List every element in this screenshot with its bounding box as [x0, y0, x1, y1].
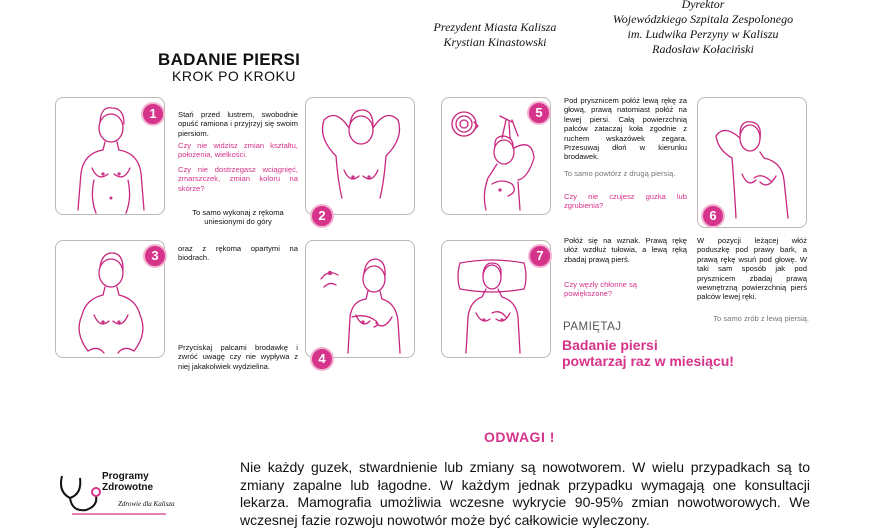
- step-4-illustration: [306, 241, 416, 359]
- step-6-badge: 6: [701, 204, 725, 228]
- step-7-question: Czy węzły chłonne są powiększone?: [564, 280, 638, 299]
- step-7-badge: 7: [528, 244, 552, 268]
- step-6-card: [697, 97, 807, 228]
- step-5-note: To samo powtórz z drugą piersią.: [564, 169, 676, 178]
- step-3-card: [55, 240, 165, 358]
- director-signature: [593, 0, 813, 57]
- director-hospital-name: im. Ludwika Perzyny w Kaliszu: [627, 27, 779, 41]
- step-4-card: [305, 240, 415, 366]
- president-name: Krystian Kinastowski: [443, 35, 547, 49]
- step-5-text: Pod prysznicem połóż lewą rękę za głową, prawą natomiast połóż na lewej piersi. Całą powierzchnią palców zataczaj koła zgodnie z ruchem wskazówek zegara. Przesuwaj dłoń w kierunku brodawek.: [564, 96, 687, 162]
- step-2-illustration: [306, 98, 416, 216]
- step-3-badge: 3: [143, 244, 167, 268]
- step-4-text: Przyciskaj palcami brodawkę i zwróć uwagę czy nie wypływa z niej jakakolwiek wydzielina.: [178, 343, 298, 371]
- logo-line-1: Programy: [102, 471, 149, 482]
- programy-zdrowotne-logo: [58, 468, 178, 518]
- step-7-text: Połóż się na wznak. Prawą rękę ułóż wzdłuż tułowia, a lewą ręką zbadaj prawą pierś.: [564, 236, 687, 264]
- director-name: Radosław Kołaciński: [652, 42, 754, 56]
- step-2-badge: 2: [310, 204, 334, 228]
- warning-title: ODWAGI !: [484, 429, 555, 445]
- step-4-badge: 4: [310, 347, 334, 371]
- logo-line-2: Zdrowotne: [102, 482, 154, 493]
- step-5-card: [441, 97, 551, 215]
- step-1-badge: 1: [141, 102, 165, 126]
- remember-line-1: Badanie piersi: [562, 337, 658, 353]
- warning-text: Nie każdy guzek, stwardnienie lub zmiany są nowotworem. W wielu przypadkach są to zmiany zapalne lub łagodne. W każdym jednak przypadku wymagają one konsultacji lekarza. Mamografia umożliwia wczesne wykrycie 90-95% zmian nowotworowych. We wczesnej fazie rozwoju nowotwór może być całkowicie wyleczony.: [240, 459, 810, 528]
- president-signature: [415, 20, 575, 50]
- step-6-text: W pozycji leżącej włóż poduszkę pod prawy bark, a prawą rękę wsuń pod głowę. W taki sam sposób jak pod prysznicem zbadaj prawą wewnętrzną powierzchnią pierś palców lewej ręki.: [697, 236, 807, 302]
- step-6-note: To samo zrób z lewą piersią.: [713, 314, 809, 323]
- step-1-question-2: Czy nie dostrzegasz wciągnięć, zmarszczek, zmian koloru na skórze?: [178, 165, 298, 193]
- remember-label: PAMIĘTAJ: [563, 321, 622, 333]
- remember-line-2: powtarzaj raz w miesiącu!: [562, 353, 734, 369]
- page-subtitle: KROK PO KROKU: [172, 68, 296, 84]
- page-title: BADANIE PIERSI: [158, 50, 301, 69]
- step-5-question: Czy nie czujesz guzka lub zgrubienia?: [564, 192, 687, 211]
- step-1-question-1: Czy nie widzisz zmian kształtu, położenia, wielkości.: [178, 141, 298, 160]
- president-title: Prezydent Miasta Kalisza: [433, 20, 557, 34]
- step-3-text: oraz z rękoma opartymi na biodrach.: [178, 244, 298, 263]
- director-role: Dyrektor: [681, 0, 725, 11]
- step-5-badge: 5: [527, 101, 551, 125]
- logo-tagline: Zdrowie dla Kalisza: [118, 500, 175, 508]
- step-2-card: [305, 97, 415, 223]
- step-1-text: Stań przed lustrem, swobodnie opuść ramiona i przyjrzyj się swoim piersiom.: [178, 110, 298, 138]
- step-2-text: To samo wykonaj z rękoma uniesionymi do góry: [192, 208, 284, 227]
- director-hospital: Wojewódzkiego Szpitala Zespolonego: [612, 12, 794, 26]
- step-7-card: [441, 240, 551, 358]
- step-1-card: [55, 97, 165, 215]
